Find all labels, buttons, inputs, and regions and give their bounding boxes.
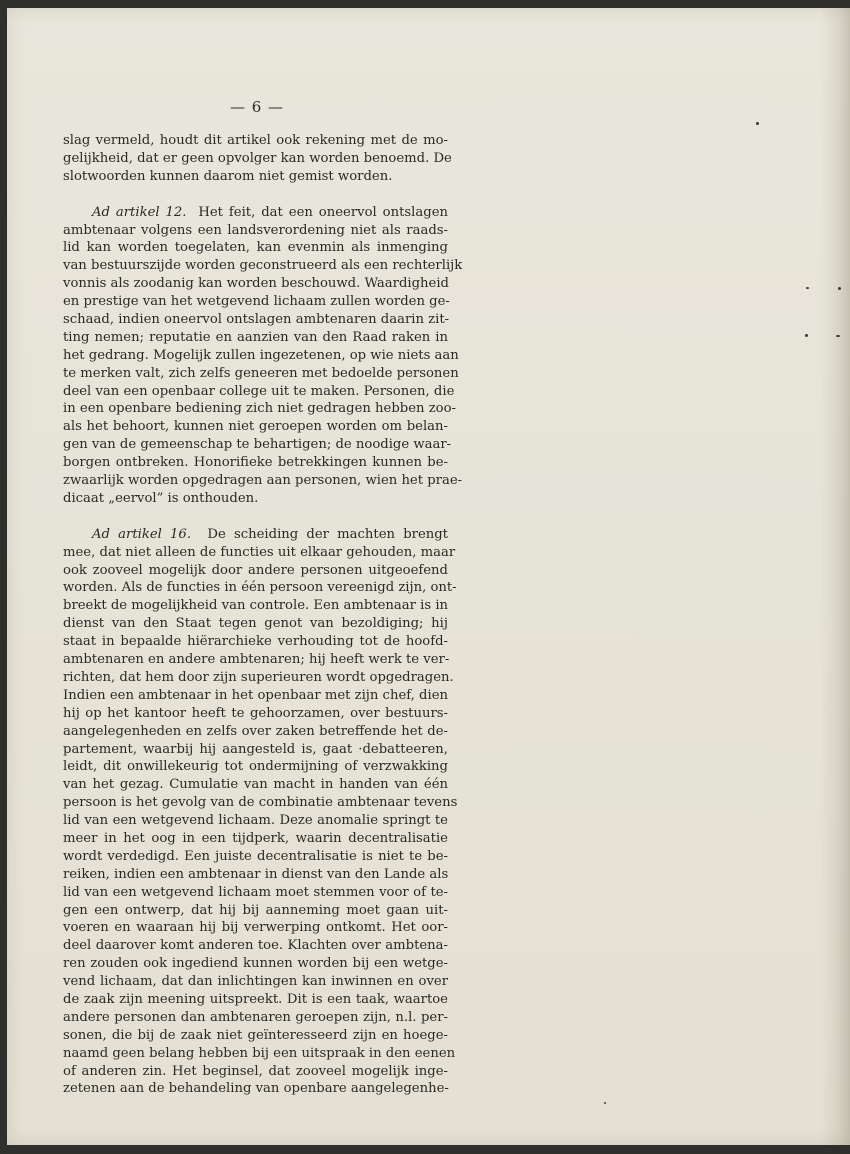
- text-line: gen een ontwerp, dat hij bij aanneming moet gaan uit-: [63, 902, 448, 918]
- text-line: worden. Als de functies in één persoon vereenigd zijn, ont-: [63, 580, 457, 596]
- text-line: deel daarover komt anderen toe. Klachten over ambtena-: [63, 938, 448, 954]
- text-line: dienst van den Staat tegen genot van bezoldiging; hij: [63, 616, 448, 632]
- text-line: wordt verdedigd. Een juiste decentralisatie is niet te be-: [63, 848, 448, 864]
- text-line: sonen, die bij de zaak niet geïnteresseerd zijn en hoege-: [63, 1027, 448, 1043]
- text-line: ambtenaren en andere ambtenaren; hij heeft werk te ver-: [63, 652, 450, 668]
- text-line: zwaarlijk worden opgedragen aan personen, wien het prae-: [63, 473, 463, 489]
- text-line: vend lichaam, dat dan inlichtingen kan inwinnen en over: [63, 974, 448, 990]
- text-line: meer in het oog in een tijdperk, waarin decentralisatie: [63, 830, 448, 846]
- text-line: deel van een openbaar college uit te maken. Personen, die: [63, 383, 455, 399]
- scan-speck: [806, 287, 809, 289]
- text-line: van het gezag. Cumulatie van macht in handen van één: [63, 777, 448, 793]
- text-line: ren zouden ook ingediend kunnen worden bij een wetge-: [63, 956, 448, 972]
- text-line: voeren en waaraan hij bij verwerping ontkomt. Het oor-: [63, 920, 448, 936]
- text-line: lid van een wetgevend lichaam moet stemmen voor of te-: [63, 884, 448, 900]
- text-line: het gedrang. Mogelijk zullen ingezetenen, op wie niets aan: [63, 347, 459, 363]
- text-line: te merken valt, zich zelfs geneeren met bedoelde personen: [63, 365, 459, 381]
- text-line: andere personen dan ambtenaren geroepen zijn, n.l. per-: [63, 1009, 448, 1025]
- scan-speck: [756, 122, 759, 125]
- text-line: zetenen aan de behandeling van openbare aangelegenhe-: [63, 1081, 449, 1097]
- text-line: ambtenaar volgens een landsverordening niet als raads-: [63, 222, 448, 238]
- text-line: als het behoort, kunnen niet geroepen worden om belan-: [63, 419, 448, 435]
- text-line: staat in bepaalde hiërarchieke verhouding tot de hoofd-: [63, 634, 448, 650]
- text-column: [63, 132, 463, 1098]
- text-line: gelijkheid, dat er geen opvolger kan worden benoemd. De: [63, 150, 452, 166]
- scan-speck: [838, 287, 841, 290]
- text-line: reiken, indien een ambtenaar in dienst van den Lande als: [63, 866, 449, 882]
- text-line: aangelegenheden en zelfs over zaken betreffende het de-: [63, 723, 448, 739]
- text-line-content: De scheiding der machten brengt: [207, 526, 448, 542]
- text-line: [63, 526, 448, 544]
- paragraph-artikel-16: [63, 526, 458, 1099]
- text-line: borgen ontbreken. Honorifieke betrekkingen kunnen be-: [63, 455, 448, 471]
- section-heading-artikel-16: Ad artikel 16.: [92, 526, 192, 542]
- section-heading-artikel-12: Ad artikel 12.: [92, 204, 187, 220]
- scan-speck: [836, 335, 840, 337]
- text-line: [63, 204, 448, 222]
- text-line: ting nemen; reputatie en aanzien van den Raad raken in: [63, 329, 448, 345]
- paragraph-continuation: [63, 132, 452, 186]
- text-line: persoon is het gevolg van de combinatie ambtenaar tevens: [63, 795, 458, 811]
- text-line: mee, dat niet alleen de functies uit elkaar gehouden, maar: [63, 544, 456, 560]
- text-line: en prestige van het wetgevend lichaam zullen worden ge-: [63, 294, 450, 310]
- text-line: schaad, indien oneervol ontslagen ambtenaren daarin zit-: [63, 312, 450, 328]
- text-line: gen van de gemeenschap te behartigen; de noodige waar-: [63, 437, 452, 453]
- text-line: naamd geen belang hebben bij een uitspraak in den eenen: [63, 1045, 456, 1061]
- text-line: van bestuurszijde worden geconstrueerd als een rechterlijk: [63, 258, 463, 274]
- text-line: richten, dat hem door zijn superieuren wordt opgedragen.: [63, 669, 454, 685]
- text-line: breekt de mogelijkheid van controle. Een ambtenaar is in: [63, 598, 449, 614]
- text-line: ook zooveel mogelijk door andere personen uitgeoefend: [63, 562, 448, 578]
- paper-edge-shadow: [820, 8, 850, 1145]
- text-line: slag vermeld, houdt dit artikel ook rekening met de mo-: [63, 133, 448, 148]
- text-line: lid van een wetgevend lichaam. Deze anomalie springt te: [63, 813, 448, 829]
- text-line: partement, waarbij hij aangesteld is, gaat ·debatteeren,: [63, 741, 448, 757]
- paragraph-artikel-12: [63, 204, 463, 508]
- page-number: — 6 —: [229, 98, 285, 116]
- text-line: Indien een ambtenaar in het openbaar met zijn chef, dien: [63, 687, 448, 703]
- text-line: in een openbare bediening zich niet gedragen hebben zoo-: [63, 401, 457, 417]
- text-line: de zaak zijn meening uitspreekt. Dit is een taak, waartoe: [63, 991, 448, 1007]
- text-line: vonnis als zoodanig kan worden beschouwd. Waardigheid: [63, 276, 450, 292]
- text-line: of anderen zin. Het beginsel, dat zooveel mogelijk inge-: [63, 1063, 448, 1079]
- text-line: leidt, dit onwillekeurig tot ondermijning of verzwakking: [63, 759, 448, 775]
- text-line: lid kan worden toegelaten, kan evenmin als inmenging: [63, 240, 448, 256]
- text-line-content: Het feit, dat een oneervol ontslagen: [198, 204, 449, 220]
- scan-speck: [805, 334, 808, 337]
- scan-speck: [604, 1102, 606, 1104]
- text-line: hij op het kantoor heeft te gehoorzamen, over bestuurs-: [63, 705, 448, 721]
- text-line: dicaat „eervol” is onthouden.: [63, 490, 259, 506]
- text-line: slotwoorden kunnen daarom niet gemist worden.: [63, 168, 393, 184]
